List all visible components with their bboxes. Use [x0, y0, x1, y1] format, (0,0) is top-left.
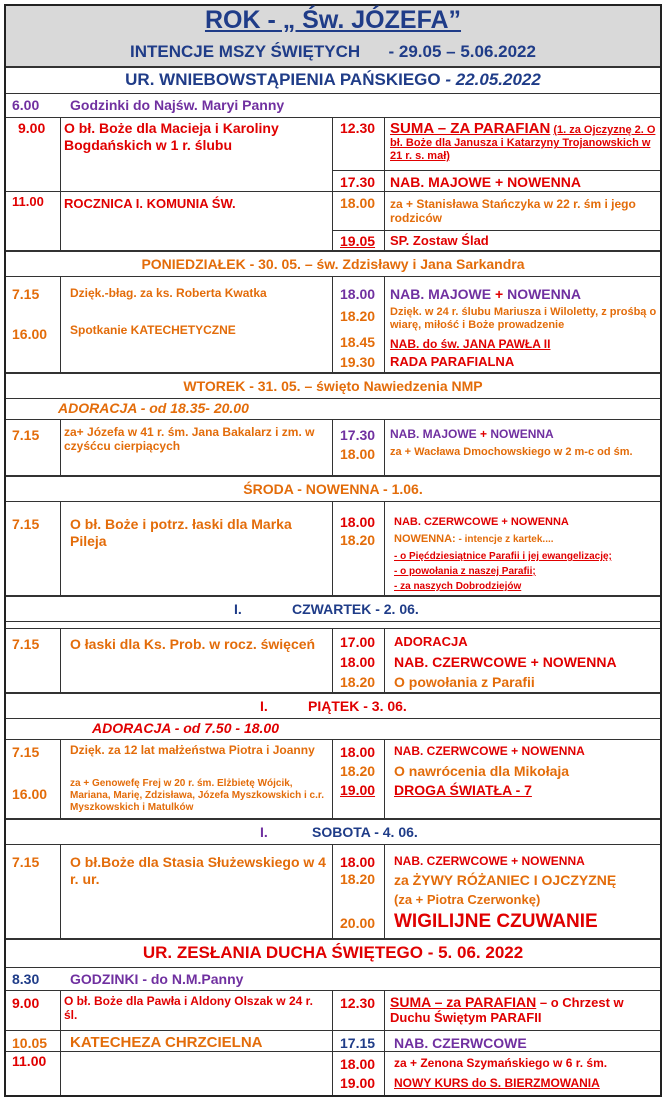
nab-majowe-label-tue: NAB. MAJOWE [390, 427, 477, 441]
time-16-00-mon: 16.00 [12, 326, 48, 342]
time-11-00: 11.00 [12, 194, 44, 209]
adoration-friday: ADORACJA - od 7.50 - 18.00 [92, 720, 279, 736]
time-18-20-sat: 18.20 [340, 871, 376, 887]
intention-7-15-mon: Dzięk.-błag. za ks. Roberta Kwatka [70, 286, 267, 300]
catechetical-meeting: Spotkanie KATECHETYCZNE [70, 323, 236, 337]
nab-czerwcowe-wed: NAB. CZERWCOWE + NOWENNA [394, 516, 569, 528]
first-thursday-num: I. [234, 601, 242, 617]
nowenna-line-pentecost: - o Pięćdziesiątnice Parafii i jej ewangelizację; [394, 551, 612, 562]
time-17-15: 17.15 [340, 1035, 376, 1051]
adoration-thu: ADORACJA [394, 634, 468, 649]
time-19-00-sun2: 19.00 [340, 1075, 376, 1091]
vigil: WIGILIJNE CZUWANIE [394, 911, 598, 932]
mass-intentions-sheet [4, 4, 662, 1097]
nowenna-line-vocations: - o powołania z naszej Parafii; [394, 566, 536, 577]
rosary-intention: za ŻYWY RÓŻANIEC I OJCZYZNĘ [394, 872, 617, 888]
time-19-00-fri: 19.00 [340, 782, 376, 798]
subtitle-label: INTENCJE MSZY ŚWIĘTYCH [130, 42, 361, 61]
suma-parafian [390, 120, 658, 163]
intention-18-00-tue: za + Wacława Dmochowskiego w 2 m-c od śm. [390, 446, 633, 458]
intention-7-15-thu: O łaski dla Ks. Prob. w rocz. święceń [70, 636, 316, 652]
time-19-05: 19.05 [340, 233, 376, 249]
plus-sign-tue: + [480, 427, 488, 441]
suma-pentecost-main: SUMA – za PARAFIAN [390, 994, 537, 1010]
time-18-00-thu: 18.00 [340, 654, 376, 670]
time-9-00-sun2: 9.00 [12, 995, 40, 1011]
time-12-30: 12.30 [340, 120, 376, 136]
first-saturday-num: I. [260, 824, 268, 840]
communion-anniversary: ROCZNICA I. KOMUNIA ŚW. [64, 196, 236, 211]
time-18-00-sun1: 18.00 [340, 195, 376, 211]
nowenna-label-wed: NOWENNA: [394, 533, 456, 545]
nab-czerwcowe-sun2: NAB. CZERWCOWE [394, 1035, 527, 1051]
adoration-tuesday: ADORACJA - od 18.35- 20.00 [58, 400, 249, 416]
time-7-15-tue: 7.15 [12, 427, 40, 443]
subtitle-dates: - 29.05 – 5.06.2022 [388, 42, 536, 61]
time-18-45-mon: 18.45 [340, 334, 376, 350]
time-12-30-sun2: 12.30 [340, 995, 376, 1011]
time-18-00-mon: 18.00 [340, 286, 376, 302]
time-9-00: 9.00 [18, 120, 46, 136]
conversion-fri: O nawrócenia dla Mikołaja [394, 763, 570, 779]
page-title: ROK - „ Św. JÓZEFA” [204, 6, 462, 34]
intention-7-15-sat: O bł.Boże dla Stasia Służewskiego w 4 r. ur. [70, 854, 326, 887]
nab-majowe: NAB. MAJOWE + NOWENNA [390, 174, 581, 190]
time-7-15-thu: 7.15 [12, 636, 40, 652]
header [6, 6, 660, 68]
time-18-20-mon: 18.20 [340, 308, 376, 324]
baptism-catechesis: KATECHEZA CHRZCIELNA [70, 1034, 263, 1051]
suma-main: SUMA – ZA PARAFIAN [390, 120, 551, 137]
intention-18-20-mon: Dzięk. w 24 r. ślubu Mariusza i Wiloletty, z prośbą o wiarę, miłość i Boże prowadzenie [390, 306, 657, 332]
tuesday-title: WTOREK - 31. 05. – święto Nawiedzenia NMP [183, 378, 483, 394]
page-subtitle [6, 42, 660, 62]
section-title-tuesday [6, 378, 660, 394]
godzinki-pentecost: GODZINKI - do N.M.Panny [70, 971, 244, 987]
time-7-15-fri: 7.15 [12, 744, 40, 760]
ascension-title: UR. WNIEBOWSTĄPIENIA PAŃSKIEGO [125, 70, 441, 89]
intention-9-00-sun2: O bł. Boże dla Pawła i Aldony Olszak w 24 r. śl. [64, 994, 313, 1023]
intention-9-00: O bł. Boże dla Macieja i Karoliny Bogdańskich w 1 r. ślubu [64, 120, 279, 153]
section-title-saturday: SOBOTA - 4. 06. [312, 824, 418, 840]
godzinki-text: Godzinki do Najśw. Maryi Panny [70, 97, 285, 113]
nowenna-label-tue: NOWENNA [490, 427, 554, 441]
section-title-friday: PIĄTEK - 3. 06. [308, 698, 407, 714]
nab-czerwcowe-sat: NAB. CZERWCOWE + NOWENNA [394, 854, 585, 868]
time-17-30-tue: 17.30 [340, 427, 376, 443]
section-title-pentecost: UR. ZESŁANIA DUCHA ŚWIĘTEGO - 5. 06. 2022 [142, 943, 524, 962]
intention-18-00-sun1: za + Stanisława Stańczyka w 22 r. śm i jego rodziców [390, 197, 636, 226]
time-7-15-wed: 7.15 [12, 516, 40, 532]
nab-czerwcowe-fri: NAB. CZERWCOWE + NOWENNA [394, 744, 585, 758]
nowenna-cards: - intencje z kartek.... [458, 534, 554, 545]
time-20-00-sat: 20.00 [340, 915, 376, 931]
nab-majowe-label: NAB. MAJOWE [390, 286, 492, 302]
time-7-15-sat: 7.15 [12, 854, 40, 870]
rosary-intention-2: (za + Piotra Czerwonkę) [394, 892, 541, 907]
suma-rest: (1. za Ojczyznę 2. O bł. Boże dla Janusza i Katarzyny Trojanowskich w 21 r. s. mał) [390, 124, 656, 162]
time-18-20-wed: 18.20 [340, 532, 376, 548]
plus-sign: + [495, 286, 504, 302]
time-17-00-thu: 17.00 [340, 634, 376, 650]
time-18-00-fri: 18.00 [340, 744, 376, 760]
intention-7-15-fri: Dzięk. za 12 lat małżeństwa Piotra i Joanny [70, 743, 315, 757]
nab-majowe-tue [390, 428, 554, 442]
zostaw-slad: SP. Zostaw Ślad [390, 233, 489, 248]
section-title-thursday: CZWARTEK - 2. 06. [292, 601, 419, 617]
way-of-light: DROGA ŚWIATŁA - 7 [394, 782, 532, 798]
time-18-20-fri: 18.20 [340, 763, 376, 779]
parish-council: RADA PARAFIALNA [390, 354, 515, 369]
time-18-00-wed: 18.00 [340, 514, 376, 530]
ascension-date: - 22.05.2022 [445, 70, 541, 89]
nowenna-label: NOWENNA [507, 286, 581, 302]
intention-16-00-fri: za + Genowefę Frej w 20 r. śm. Elżbietę Wójcik, Mariana, Marię, Zdzisława, Józefa Myszkowskich i c.r. Myszkowskich i Matulków [70, 778, 324, 813]
vocations-thu: O powołania z Parafii [394, 674, 535, 690]
section-title-ascension [6, 70, 660, 90]
time-17-30: 17.30 [340, 174, 376, 190]
intention-7-15-wed: O bł. Boże i potrz. łaski dla Marka Pileja [70, 516, 292, 549]
time-18-00-tue: 18.00 [340, 446, 376, 462]
nowenna-line-benefactors: - za naszych Dobrodziejów [394, 581, 522, 592]
first-friday-num: I. [260, 698, 268, 714]
time-7-15-mon: 7.15 [12, 286, 40, 302]
section-title-monday: PONIEDZIAŁEK - 30. 05. – św. Zdzisławy i Jana Sarkandra [141, 256, 525, 272]
time-18-00-sat: 18.00 [340, 854, 376, 870]
suma-pentecost [390, 994, 658, 1026]
nowenna-intentions [394, 533, 554, 546]
time-19-30-mon: 19.30 [340, 354, 376, 370]
time-18-00-sun2: 18.00 [340, 1056, 376, 1072]
time-8-30: 8.30 [12, 971, 40, 987]
time-18-20-thu: 18.20 [340, 674, 376, 690]
intention-7-15-tue: za+ Józefa w 41 r. śm. Jana Bakalarz i zm. w czyśćcu cierpiących [64, 425, 315, 454]
suma-pentecost-rest: – o Chrzest w Duchu Świętym PARAFII [390, 995, 624, 1025]
time-11-00-sun2: 11.00 [12, 1053, 47, 1069]
intention-18-00-sun2: za + Zenona Szymańskiego w 6 r. śm. [394, 1056, 608, 1070]
nab-jan-pawel: NAB. do św. JANA PAWŁA II [390, 337, 551, 351]
time-10-05: 10.05 [12, 1035, 48, 1051]
nab-czerwcowe-thu: NAB. CZERWCOWE + NOWENNA [394, 654, 617, 670]
time-6-00: 6.00 [12, 97, 40, 113]
nab-majowe-mon [390, 286, 581, 302]
confirmation-course: NOWY KURS do S. BIERZMOWANIA [394, 1076, 600, 1090]
time-16-00-fri: 16.00 [12, 786, 48, 802]
section-title-wednesday: ŚRODA - NOWENNA - 1.06. [243, 481, 423, 497]
